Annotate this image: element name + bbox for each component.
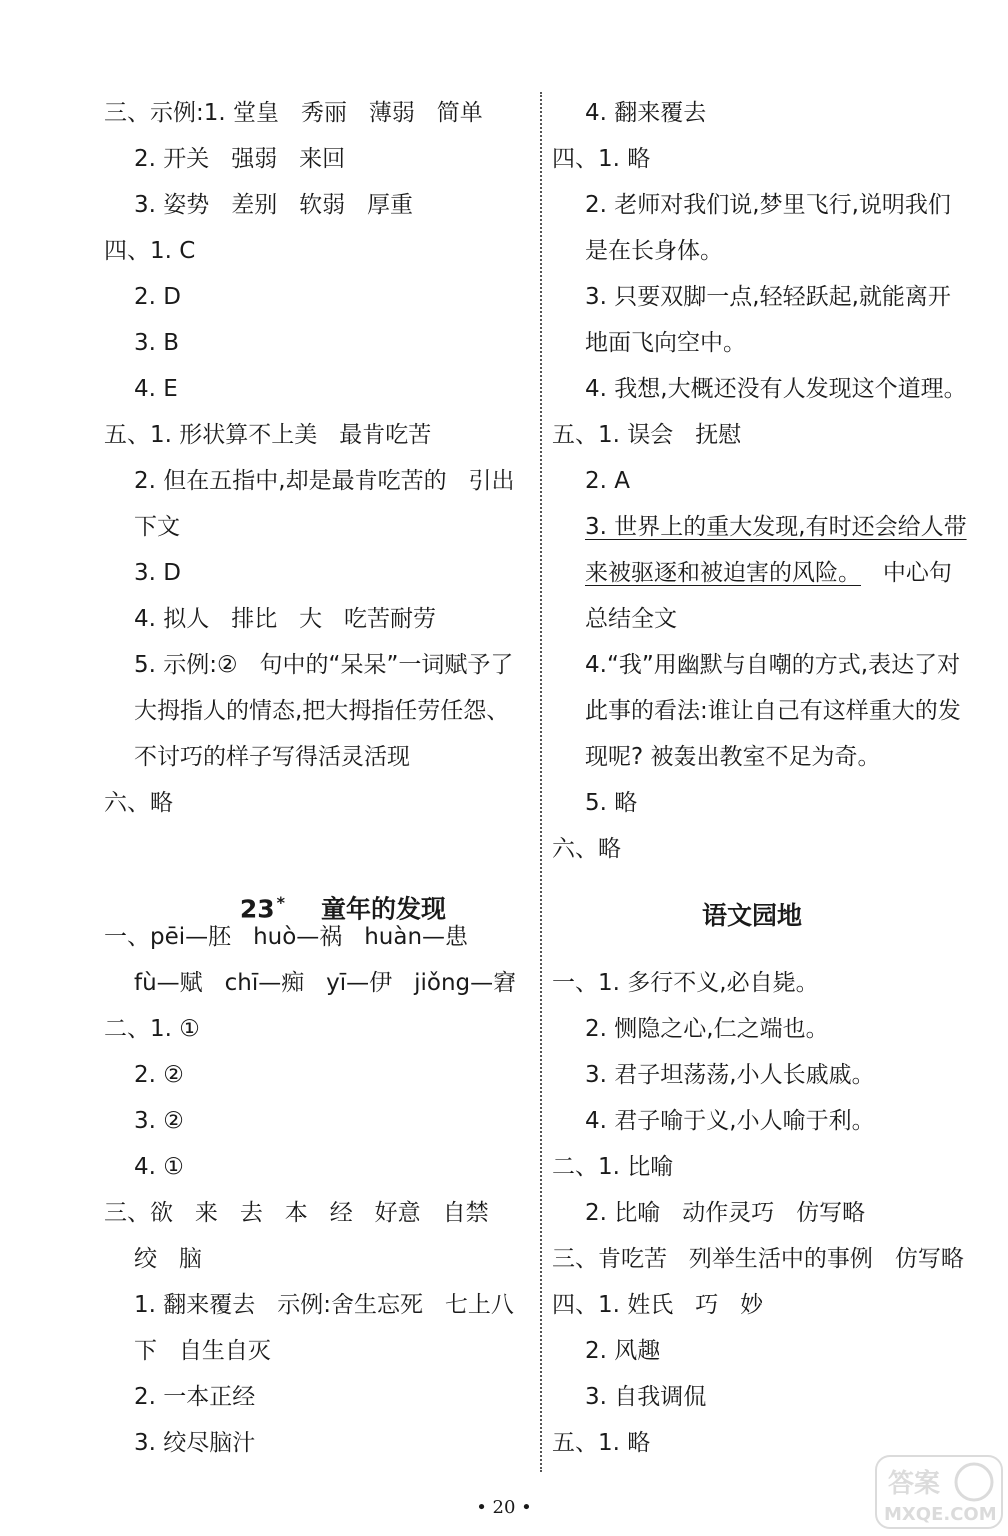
answer-line: 不讨巧的样子写得活灵活现 bbox=[134, 744, 410, 770]
answer-line: 4.“我”用幽默与自嘲的方式,表达了对 bbox=[585, 652, 961, 678]
answer-line: 2. 比喻 动作灵巧 仿写略 bbox=[585, 1200, 866, 1226]
answer-line: 二、1. ① bbox=[104, 1016, 200, 1042]
svg-text:MXQE.COM: MXQE.COM bbox=[884, 1504, 997, 1525]
answer-line: 3. ② bbox=[134, 1108, 184, 1134]
answer-line: 4. 君子喻于义,小人喻于利。 bbox=[585, 1108, 875, 1134]
column-divider bbox=[540, 92, 542, 1472]
answer-line: 4. 我想,大概还没有人发现这个道理。 bbox=[585, 376, 967, 402]
answer-line: 五、1. 形状算不上美 最肯吃苦 bbox=[104, 422, 432, 448]
lesson-number: 23 bbox=[239, 894, 275, 924]
answer-line: 一、1. 多行不义,必自毙。 bbox=[552, 970, 819, 996]
answer-line: 五、1. 误会 抚慰 bbox=[552, 422, 742, 448]
answer-line: 2. 老师对我们说,梦里飞行,说明我们 bbox=[585, 192, 951, 218]
answer-line: 四、1. 略 bbox=[552, 146, 651, 172]
answer-line: 2. 一本正经 bbox=[134, 1384, 256, 1410]
answer-line: fù—赋 chī—痴 yī—伊 jiǒng—窘 bbox=[134, 970, 517, 996]
section-heading: 语文园地 bbox=[702, 901, 803, 930]
answer-line: 1. 翻来覆去 示例:舍生忘死 七上八 bbox=[134, 1292, 514, 1318]
answer-line: 3. D bbox=[134, 560, 181, 586]
answer-line: 六、略 bbox=[552, 836, 621, 862]
answer-line: 三、示例:1. 堂皇 秀丽 薄弱 简单 bbox=[104, 100, 483, 126]
svg-text:答案: 答案 bbox=[888, 1469, 941, 1499]
answer-line: 三、肯吃苦 列举生活中的事例 仿写略 bbox=[552, 1246, 964, 1272]
answer-line: 5. 示例:② 句中的“呆呆”一词赋予了 bbox=[134, 652, 514, 678]
lesson-mark: * bbox=[276, 893, 285, 912]
answer-line: 总结全文 bbox=[585, 606, 677, 632]
answer-line: 2. 开关 强弱 来回 bbox=[134, 146, 346, 172]
answer-line: 3. 自我调侃 bbox=[585, 1384, 707, 1410]
answer-line: 2. 但在五指中,却是最肯吃苦的 引出 bbox=[134, 468, 515, 494]
answer-line: 2. A bbox=[585, 468, 630, 494]
answer-line: 4. ① bbox=[134, 1154, 184, 1180]
answer-line: 地面飞向空中。 bbox=[585, 330, 746, 356]
answer-line: 4. 翻来覆去 bbox=[585, 100, 707, 126]
answer-line: 绞 脑 bbox=[134, 1246, 202, 1272]
answer-line: 二、1. 比喻 bbox=[552, 1154, 674, 1180]
lesson-title: 童年的发现 bbox=[321, 894, 447, 924]
answer-line: 下文 bbox=[134, 514, 180, 540]
answer-line: 大拇指人的情态,把大拇指任劳任怨、 bbox=[134, 698, 510, 724]
underlined-answer: 来被驱逐和被迫害的风险。 bbox=[585, 560, 861, 586]
answer-line: 一、pēi—胚 huò—祸 huàn—患 bbox=[104, 924, 469, 950]
answer-line: 4. E bbox=[134, 376, 178, 402]
answer-line: 3. 姿势 差别 软弱 厚重 bbox=[134, 192, 414, 218]
answer-line: 五、1. 略 bbox=[552, 1430, 651, 1456]
answer-line: 是在长身体。 bbox=[585, 238, 723, 264]
answer-line: 3. 绞尽脑汁 bbox=[134, 1430, 256, 1456]
page-number: • 20 • bbox=[476, 1497, 532, 1518]
answer-line: 2. 恻隐之心,仁之端也。 bbox=[585, 1016, 829, 1042]
answer-line: 4. 拟人 排比 大 吃苦耐劳 bbox=[134, 606, 437, 632]
answer-line: 5. 略 bbox=[585, 790, 638, 816]
underlined-answer: 3. 世界上的重大发现,有时还会给人带 bbox=[585, 514, 967, 540]
answer-line: 2. D bbox=[134, 284, 181, 310]
answer-line: 四、1. 姓氏 巧 妙 bbox=[552, 1292, 764, 1318]
answer-line: 六、略 bbox=[104, 790, 173, 816]
answer-line: 现呢? 被轰出教室不足为奇。 bbox=[585, 744, 881, 770]
answer-line: 下 自生自灭 bbox=[134, 1338, 271, 1364]
answer-line: 三、欲 来 去 本 经 好意 自禁 bbox=[104, 1200, 489, 1226]
watermark-logo bbox=[874, 1452, 1004, 1532]
answer-line: 3. 只要双脚一点,轻轻跃起,就能离开 bbox=[585, 284, 951, 310]
answer-line: 2. ② bbox=[134, 1062, 184, 1088]
answer-line: 3. B bbox=[134, 330, 180, 356]
answer-line bbox=[585, 558, 952, 588]
answer-line: 2. 风趣 bbox=[585, 1338, 661, 1364]
answer-note: 中心句 bbox=[861, 560, 952, 586]
answer-line: 四、1. C bbox=[104, 238, 196, 264]
answer-line: 3. 君子坦荡荡,小人长戚戚。 bbox=[585, 1062, 875, 1088]
answer-line: 此事的看法:谁让自己有这样重大的发 bbox=[585, 698, 961, 724]
